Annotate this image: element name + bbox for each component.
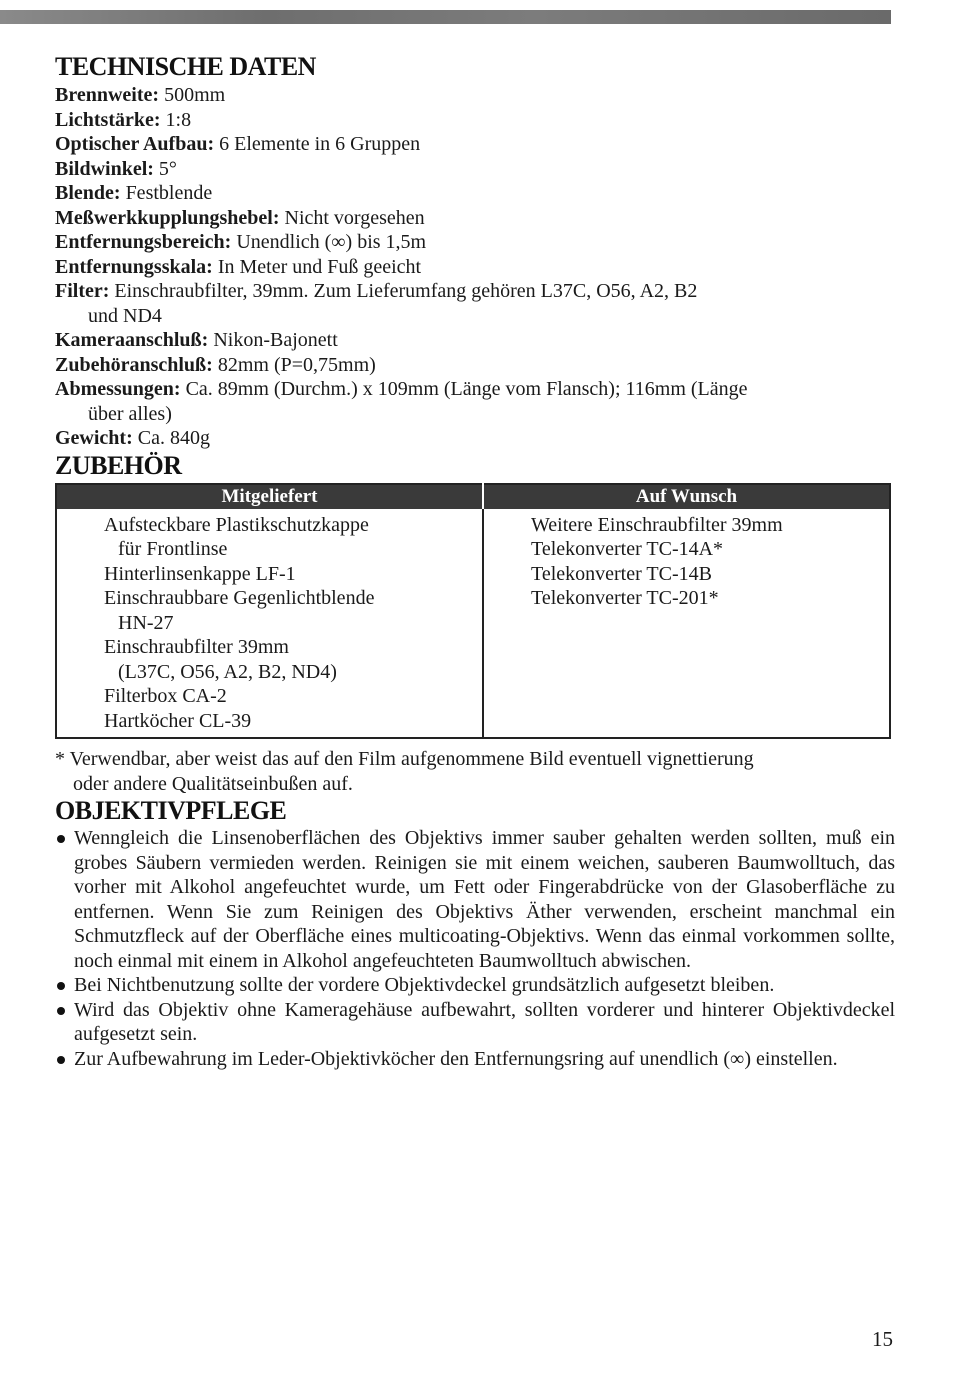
spec-value: 82mm (P=0,75mm) <box>212 353 376 376</box>
spec-line <box>55 328 895 353</box>
spec-label: Entfernungsskala: <box>55 255 213 278</box>
spec-line <box>55 83 895 108</box>
lens-care-heading: OBJEKTIVPFLEGE <box>55 796 287 825</box>
optional-item: Telekonverter TC-14B <box>531 562 712 585</box>
spec-line <box>55 353 895 378</box>
supplied-item: Hartköcher CL-39 <box>104 709 252 732</box>
spec-line <box>55 132 895 157</box>
supplied-item: Einschraubbare Gegenlichtblende <box>104 587 375 609</box>
optional-item: Telekonverter TC-14A* <box>531 538 724 560</box>
spec-label: Meßwerkkupplungshebel: <box>55 206 280 229</box>
footnote-line-2: oder andere Qualitätseinbußen auf. <box>73 772 353 795</box>
spec-line <box>55 181 895 206</box>
supplied-item: Einschraubfilter 39mm <box>104 636 289 658</box>
spec-label: Optischer Aufbau: <box>55 133 215 155</box>
lens-care-text: Zur Aufbewahrung im Leder-Objektivköcher den Entfernungsring auf unendlich (∞) einstellen. <box>74 1047 838 1070</box>
spec-value-continued: über alles) <box>88 402 172 425</box>
bullet-icon <box>57 1056 65 1064</box>
supplied-column-header: Mitgeliefert <box>56 484 483 509</box>
spec-label: Filter: <box>55 280 110 302</box>
spec-line <box>55 230 895 255</box>
manual-page-content <box>55 52 895 1071</box>
optional-column-header: Auf Wunsch <box>483 484 890 509</box>
spec-value: 500mm <box>159 84 226 106</box>
spec-label: Lichtstärke: <box>55 108 161 131</box>
spec-line <box>55 279 895 328</box>
spec-line <box>55 108 895 133</box>
spec-line <box>55 426 895 451</box>
accessories-heading: ZUBEHÖR <box>55 450 182 480</box>
footnote <box>55 747 895 796</box>
top-edge-bar <box>0 10 891 24</box>
spec-line <box>55 157 895 182</box>
lens-care-item <box>55 826 895 973</box>
page-number: 15 <box>872 1327 893 1351</box>
supplied-item: (L37C, O56, A2, B2, ND4) <box>118 660 337 683</box>
spec-label: Abmessungen: <box>55 378 181 400</box>
supplied-item: Filterbox CA-2 <box>104 685 227 707</box>
optional-item: Weitere Einschraubfilter 39mm <box>531 513 783 536</box>
spec-value: 6 Elemente in 6 Gruppen <box>214 133 421 155</box>
lens-care-item <box>55 1047 895 1072</box>
spec-label: Entfernungsbereich: <box>55 231 232 253</box>
bullet-icon <box>57 982 65 990</box>
spec-list <box>55 83 895 451</box>
footnote-line-1: * Verwendbar, aber weist das auf den Film aufgenommene Bild eventuell vignettierung <box>55 748 754 770</box>
spec-value-continued: und ND4 <box>88 304 162 327</box>
spec-value: Ca. 89mm (Durchm.) x 109mm (Länge vom Flansch); 116mm (Länge <box>180 378 748 400</box>
spec-value: Unendlich (∞) bis 1,5m <box>231 231 427 253</box>
lens-care-item <box>55 998 895 1047</box>
spec-label: Brennweite: <box>55 84 160 106</box>
spec-value: Festblende <box>120 182 213 204</box>
spec-label: Kameraanschluß: <box>55 329 209 351</box>
tech-data-heading: TECHNISCHE DATEN <box>55 52 316 81</box>
bullet-icon <box>57 1007 65 1015</box>
supplied-item: für Frontlinse <box>118 538 228 560</box>
supplied-items-cell <box>56 509 483 739</box>
lens-care-list <box>55 826 895 1071</box>
bullet-icon <box>57 835 65 843</box>
supplied-item: HN-27 <box>118 611 174 634</box>
spec-label: Bildwinkel: <box>55 157 154 180</box>
spec-value: 5° <box>153 157 177 180</box>
lens-care-text: Bei Nichtbenutzung sollte der vordere Objektivdeckel grundsätzlich aufgesetzt bleiben. <box>74 974 775 996</box>
optional-items-cell <box>483 509 890 739</box>
accessories-table <box>55 483 891 740</box>
spec-label: Zubehöranschluß: <box>55 353 213 376</box>
spec-label: Gewicht: <box>55 427 133 449</box>
spec-value: In Meter und Fuß geeicht <box>212 255 422 278</box>
spec-value: Ca. 840g <box>132 427 210 449</box>
spec-line <box>55 206 895 231</box>
spec-value: 1:8 <box>160 108 192 131</box>
supplied-item: Aufsteckbare Plastikschutzkappe <box>104 513 369 536</box>
optional-item: Telekonverter TC-201* <box>531 587 719 609</box>
spec-label: Blende: <box>55 182 121 204</box>
spec-line <box>55 377 895 426</box>
spec-value: Nicht vorgesehen <box>279 206 425 229</box>
spec-value: Einschraubfilter, 39mm. Zum Lieferumfang gehören L37C, O56, A2, B2 <box>109 280 698 302</box>
lens-care-item <box>55 973 895 998</box>
lens-care-text: Wird das Objektiv ohne Kameragehäuse aufbewahrt, sollten vorderer und hinterer Objektivdeckel aufgesetzt sein. <box>74 998 895 1045</box>
spec-value: Nikon-Bajonett <box>208 329 338 351</box>
supplied-item: Hinterlinsenkappe LF-1 <box>104 562 296 585</box>
lens-care-text: Wenngleich die Linsenoberflächen des Objektivs immer sauber gehalten werden sollten, muß ein grobes Säubern vermieden werden. Reinigen sie mit einem weichen, sauberen Baumwolltuch, das vorher mit Alkohol angefeuchtet wurde, um Fett oder Fingerabdrücke von der Glasoberfläche zu entfernen. Wenn Sie zum Reinigen des Objektivs Äther verwenden, erscheint manchmal ein Schmutzfleck auf der Oberfläche eines multicoating-Objektivs. Wenn das einmal vorkommen sollte, noch einmal mit einem in Alkohol angefeuchteten Baumwolltuch abwischen. <box>74 827 895 972</box>
spec-line <box>55 255 895 280</box>
